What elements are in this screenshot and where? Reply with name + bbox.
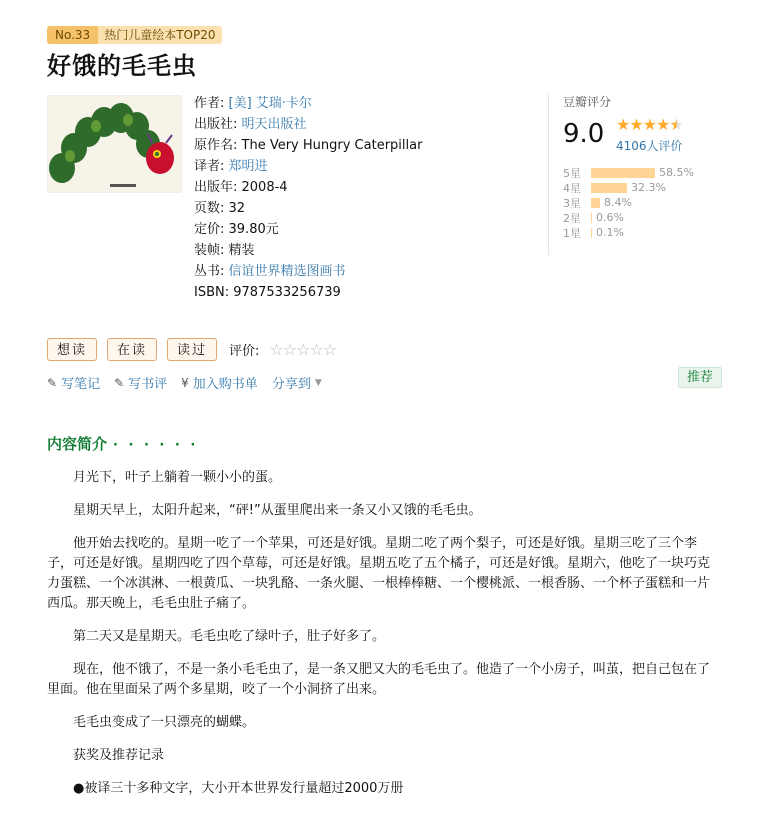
- rating-bar: [591, 198, 600, 208]
- write-note-label: 写笔记: [61, 377, 101, 392]
- write-review-link[interactable]: [114, 373, 167, 392]
- binding-row: [194, 240, 422, 261]
- action-bar: [47, 338, 336, 361]
- caterpillar-illustration: [48, 96, 182, 193]
- want-to-read-button[interactable]: 想读: [47, 338, 97, 361]
- intro-paragraph: 毛毛虫变成了一只漂亮的蝴蝶。: [73, 715, 256, 730]
- rating-bar: [591, 183, 627, 193]
- pubdate-label: 出版年:: [194, 180, 242, 195]
- votes-link[interactable]: 4106人评价: [616, 139, 683, 153]
- add-to-cart-label: 加入购书单: [192, 377, 258, 392]
- pencil-icon: ✎: [47, 375, 58, 390]
- star-icon: ★: [616, 115, 630, 134]
- publisher-row: [194, 114, 422, 135]
- original-title-value: The Very Hungry Caterpillar: [241, 138, 423, 153]
- rating-bar: [591, 168, 655, 178]
- pubdate-row: [194, 177, 422, 198]
- intro-paragraph: 第二天又是星期天。毛毛虫吃了绿叶子，肚子好多了。: [73, 629, 386, 644]
- rating-row: [563, 180, 694, 195]
- rating-row-label: 1星: [563, 226, 581, 240]
- yen-icon: ¥: [181, 375, 189, 390]
- rating-row-label: 4星: [563, 181, 581, 195]
- rating-row-label: 2星: [563, 211, 581, 225]
- pages-row: [194, 198, 422, 219]
- binding-label: 装帧:: [194, 243, 229, 258]
- intro-paragraph: 他开始去找吃的。星期一吃了一个苹果，可还是好饿。星期二吃了两个梨子，可还是好饿。星期三吃了三个李子，可还是好饿。星期四吃了四个草莓，可还是好饿。星期五吃了五个橘子，可还是好饿。星期六，他吃了一块巧克力蛋糕、一个冰淇淋、一根黄瓜、一块乳酪、一条火腿、一根棒棒糖、一个樱桃派、一根香肠、一个杯子蛋糕和一片西瓜。那天晚上，毛毛虫肚子痛了。: [47, 536, 711, 611]
- rate-stars[interactable]: ☆☆☆☆☆: [269, 340, 337, 359]
- intro-section-title: [47, 433, 198, 454]
- pencil-icon: ✎: [114, 375, 125, 390]
- star-icon: ★: [642, 115, 657, 134]
- rating-row: [563, 195, 694, 210]
- pages-value: 32: [228, 201, 246, 216]
- reading-button[interactable]: 在读: [107, 338, 157, 361]
- intro-paragraph: 获奖及推荐记录: [73, 748, 165, 763]
- rating-bar: [591, 228, 592, 238]
- recommend-button[interactable]: 推荐: [678, 367, 722, 388]
- book-info: [194, 93, 422, 303]
- book-cover[interactable]: [47, 95, 182, 193]
- rating-row: [563, 165, 694, 180]
- half-star-icon: ★: [669, 115, 683, 134]
- rating-bar: [591, 213, 592, 223]
- caret-down-icon: ▼: [314, 377, 322, 388]
- isbn-row: [194, 282, 422, 303]
- intro-title-dots: · · · · · ·: [113, 438, 199, 453]
- translator-label: 译者:: [194, 159, 229, 174]
- isbn-label: ISBN:: [194, 285, 234, 300]
- rating-row-percent: 58.5%: [659, 166, 694, 179]
- star-icon: ★: [629, 115, 643, 134]
- rating-row-percent: 0.6%: [596, 211, 624, 224]
- tool-links: [47, 373, 322, 392]
- rank-label: 热门儿童绘本TOP20: [98, 26, 221, 44]
- intro-paragraph: 星期天早上，太阳升起来，“砰!”从蛋里爬出来一条又小又饿的毛毛虫。: [73, 503, 482, 518]
- publisher-label: 出版社:: [194, 117, 242, 132]
- author-label: 作者:: [194, 96, 229, 111]
- write-note-link[interactable]: [47, 373, 100, 392]
- share-link[interactable]: [272, 373, 322, 392]
- share-label: 分享到: [271, 377, 311, 392]
- have-read-button[interactable]: 读过: [167, 338, 217, 361]
- rank-number: No.33: [47, 26, 98, 44]
- price-value: 39.80元: [228, 222, 279, 237]
- rating-row-percent: 8.4%: [604, 196, 632, 209]
- price-row: [194, 219, 422, 240]
- star-icon: ★: [656, 115, 670, 134]
- write-review-label: 写书评: [128, 377, 168, 392]
- rank-badge[interactable]: [47, 26, 222, 44]
- intro-body: [47, 468, 717, 812]
- publisher-link[interactable]: 明天出版社: [241, 117, 307, 132]
- pages-label: 页数:: [194, 201, 229, 216]
- rating-panel: [548, 93, 718, 255]
- isbn-value: 9787533256739: [233, 285, 341, 300]
- series-label: 丛书:: [194, 264, 229, 279]
- intro-paragraph: 月光下，叶子上躺着一颗小小的蛋。: [73, 470, 282, 485]
- intro-paragraph: 现在，他不饿了，不是一条小毛毛虫了，是一条又肥又大的毛毛虫了。他造了一个小房子，叫茧，把自己包在了里面。他在里面呆了两个多星期，咬了一个小洞挤了出来。: [47, 662, 711, 697]
- author-row: [194, 93, 422, 114]
- series-row: [194, 261, 422, 282]
- price-label: 定价:: [194, 222, 229, 237]
- pubdate-value: 2008-4: [241, 180, 288, 195]
- author-link[interactable]: [美] 艾瑞·卡尔: [228, 96, 312, 111]
- book-title: 好饿的毛毛虫: [47, 52, 197, 80]
- rating-row-label: 3星: [563, 196, 581, 210]
- translator-row: [194, 156, 422, 177]
- original-title-row: [194, 135, 422, 156]
- rating-row: [563, 225, 694, 240]
- add-to-cart-link[interactable]: [181, 373, 258, 392]
- translator-link[interactable]: 郑明进: [228, 159, 268, 174]
- intro-paragraph: ●被译三十多种文字，大小开本世界发行量超过2000万册: [73, 781, 404, 796]
- rating-distribution: [563, 165, 694, 240]
- rating-row-percent: 0.1%: [596, 226, 624, 239]
- rating-score: 9.0: [563, 119, 605, 149]
- intro-title-text: 内容简介: [47, 435, 108, 453]
- rating-row-label: 5星: [563, 166, 581, 180]
- rating-header: 豆瓣评分: [563, 95, 612, 109]
- rating-row: [563, 210, 694, 225]
- binding-value: 精装: [228, 243, 255, 258]
- series-link[interactable]: 信谊世界精选图画书: [228, 264, 346, 279]
- rating-row-percent: 32.3%: [631, 181, 666, 194]
- rate-label: 评价:: [229, 344, 260, 359]
- original-title-label: 原作名:: [194, 138, 242, 153]
- rating-stars: [616, 115, 683, 134]
